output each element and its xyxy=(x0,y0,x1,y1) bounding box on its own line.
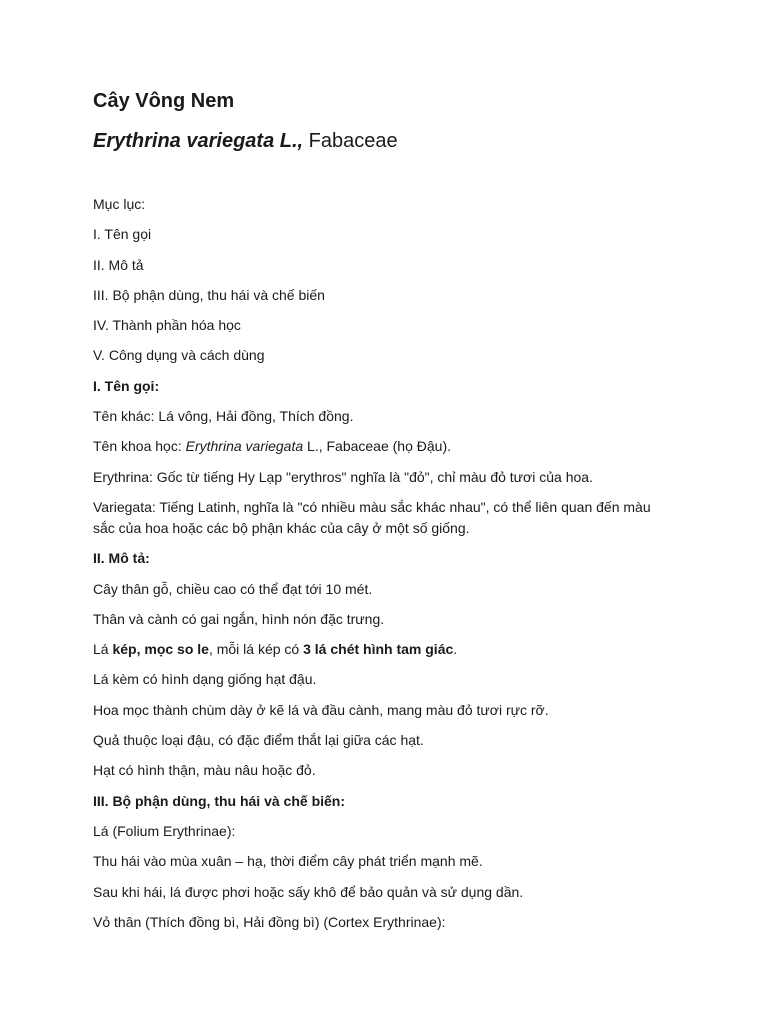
paragraph: Vỏ thân (Thích đồng bì, Hải đồng bì) (Cortex Erythrinae): xyxy=(93,913,446,930)
paragraph xyxy=(93,436,675,457)
text-run: . xyxy=(453,641,458,658)
paragraph xyxy=(93,639,675,660)
paragraph: Hạt có hình thận, màu nâu hoặc đỏ. xyxy=(93,762,316,779)
paragraph: Variegata: Tiếng Latinh, nghĩa là "có nhiều màu sắc khác nhau", có thể liên quan đến màu sắc của hoa hoặc các bộ phận khác của cây ở một số giống. xyxy=(93,498,651,536)
sci-italic: Erythrina variegata xyxy=(185,438,304,455)
text-run: Lá xyxy=(93,641,113,658)
page-title: Cây Vông Nem xyxy=(93,90,235,112)
paragraph: Thân và cành có gai ngắn, hình nón đặc trưng. xyxy=(93,610,385,627)
toc-item: V. Công dụng và cách dùng xyxy=(93,347,265,364)
text-run: , mỗi lá kép có xyxy=(208,641,304,658)
section-heading: I. Tên gọi: xyxy=(93,377,160,394)
paragraph: Quả thuộc loại đậu, có đặc điểm thắt lại giữa các hạt. xyxy=(93,732,424,749)
paragraph: Tên khác: Lá vông, Hải đồng, Thích đồng. xyxy=(93,408,354,425)
paragraph: Thu hái vào mùa xuân – hạ, thời điểm cây phát triển mạnh mẽ. xyxy=(93,853,483,870)
document-body xyxy=(93,194,675,933)
toc-item: IV. Thành phần hóa học xyxy=(93,317,241,334)
scientific-name: Erythrina variegata L., xyxy=(93,130,304,152)
bold-run: 3 lá chét hình tam giác xyxy=(303,641,454,658)
paragraph: Sau khi hái, lá được phơi hoặc sấy khô để bảo quản và sử dụng dần. xyxy=(93,883,524,900)
bold-run: kép, mọc so le xyxy=(112,641,209,658)
paragraph: Cây thân gỗ, chiều cao có thể đạt tới 10 mét. xyxy=(93,580,373,597)
toc-item: I. Tên gọi xyxy=(93,226,152,243)
sci-prefix: Tên khoa học: xyxy=(93,438,186,455)
toc-label: Mục lục: xyxy=(93,196,146,212)
toc-item: III. Bộ phận dùng, thu hái và chế biến xyxy=(93,286,325,303)
toc-item: II. Mô tả xyxy=(93,256,144,273)
sci-suffix: L., Fabaceae (họ Đậu). xyxy=(303,438,452,455)
paragraph: Hoa mọc thành chùm dày ở kẽ lá và đầu cành, mang màu đỏ tươi rực rỡ. xyxy=(93,701,549,718)
paragraph: Erythrina: Gốc từ tiếng Hy Lạp "erythros" nghĩa là "đỏ", chỉ màu đỏ tươi của hoa. xyxy=(93,468,593,485)
section-heading: III. Bộ phận dùng, thu hái và chế biến: xyxy=(93,792,346,809)
paragraph: Lá kèm có hình dạng giống hạt đậu. xyxy=(93,671,317,688)
section-heading: II. Mô tả: xyxy=(93,550,150,567)
paragraph: Lá (Folium Erythrinae): xyxy=(93,822,236,839)
family-name: Fabaceae xyxy=(303,130,398,152)
page-subtitle xyxy=(93,128,675,154)
